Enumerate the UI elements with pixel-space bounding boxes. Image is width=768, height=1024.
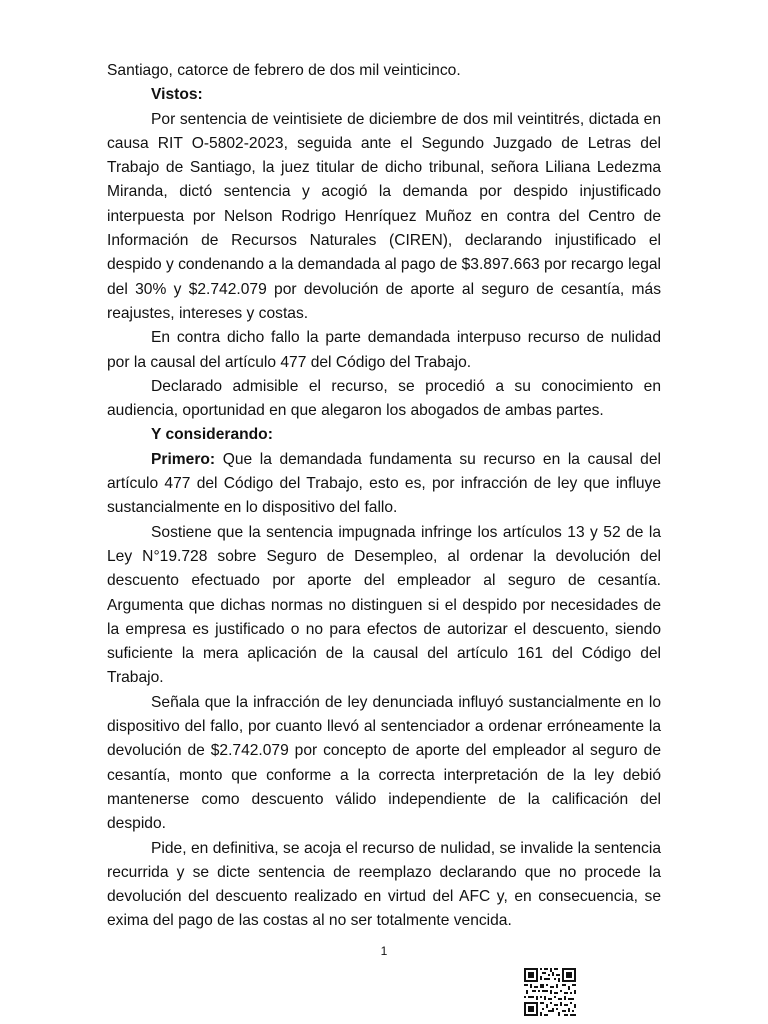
paragraph-sostiene: Sostiene que la sentencia impugnada infringe los artículos 13 y 52 de la Ley N°19.728 sobre Seguro de Desempleo, al ordenar la devolución del descuento efectuado por aporte del empleador al seguro de cesantía. Argumenta que dichas normas no distinguen si el despido por necesidades de la empresa es justificado o no para efectos de autorizar el descuento, siendo suficiente la mera aplicación de la causal del artículo 161 del Código del Trabajo. [107, 523, 661, 687]
paragraph-recurso: En contra dicho fallo la parte demandada interpuso recurso de nulidad por la causal del artículo 477 del Código del Trabajo. [107, 329, 661, 371]
paragraph-admisible: Declarado admisible el recurso, se procedió a su conocimiento en audiencia, oportunidad en que alegaron los abogados de ambas partes. [107, 377, 661, 420]
primero-label: Primero: [151, 450, 216, 468]
date-line: Santiago, catorce de febrero de dos mil veinticinco. [107, 62, 461, 79]
paragraph-senala: Señala que la infracción de ley denunciada influyó sustancialmente en lo dispositivo del fallo, por cuanto llevó al sentenciador a ordenar erróneamente la devolución de $2.742.079 por concepto de aporte del empleador al seguro de cesantía, monto que conforme a la correcta interpretación de la ley debió mantenerse como descuento válido independiente de la calificación del despido. [107, 693, 661, 833]
document-body [107, 59, 661, 934]
considerando-heading: Y considerando: [151, 426, 273, 444]
vistos-heading: Vistos: [151, 86, 203, 104]
qr-code-icon [524, 968, 576, 1016]
primero-text: Que la demandada fundamenta su recurso en la causal del artículo 477 del Código del Trabajo, esto es, por infracción de ley que influye sustancialmente en lo dispositivo del fallo. [107, 450, 661, 517]
paragraph-sentencia: Por sentencia de veintisiete de diciembre de dos mil veintitrés, dictada en causa RIT O-5802-2023, seguida ante el Segundo Juzgado de Letras del Trabajo de Santiago, la juez titular de dicho tribunal, señora Liliana Ledezma Miranda, dictó sentencia y acogió la demanda por despido injustificado interpuesta por Nelson Rodrigo Henríquez Muñoz en contra del Centro de Información de Recursos Naturales (CIREN), declarando injustificado el despido y condenando a la demandada al pago de $3.897.663 por recargo legal del 30% y $2.742.079 por devolución de aporte al seguro de cesantía, más reajustes, intereses y costas. [107, 110, 662, 322]
paragraph-pide: Pide, en definitiva, se acoja el recurso de nulidad, se invalide la sentencia recurrida y se dicte sentencia de reemplazo declarando que no procede la devolución del descuento realizado en virtud del AFC y, en consecuencia, se exima del pago de las costas al no ser totalmente vencida. [107, 839, 661, 930]
page-number: 1 [380, 944, 388, 958]
paragraph-primero [107, 448, 661, 521]
